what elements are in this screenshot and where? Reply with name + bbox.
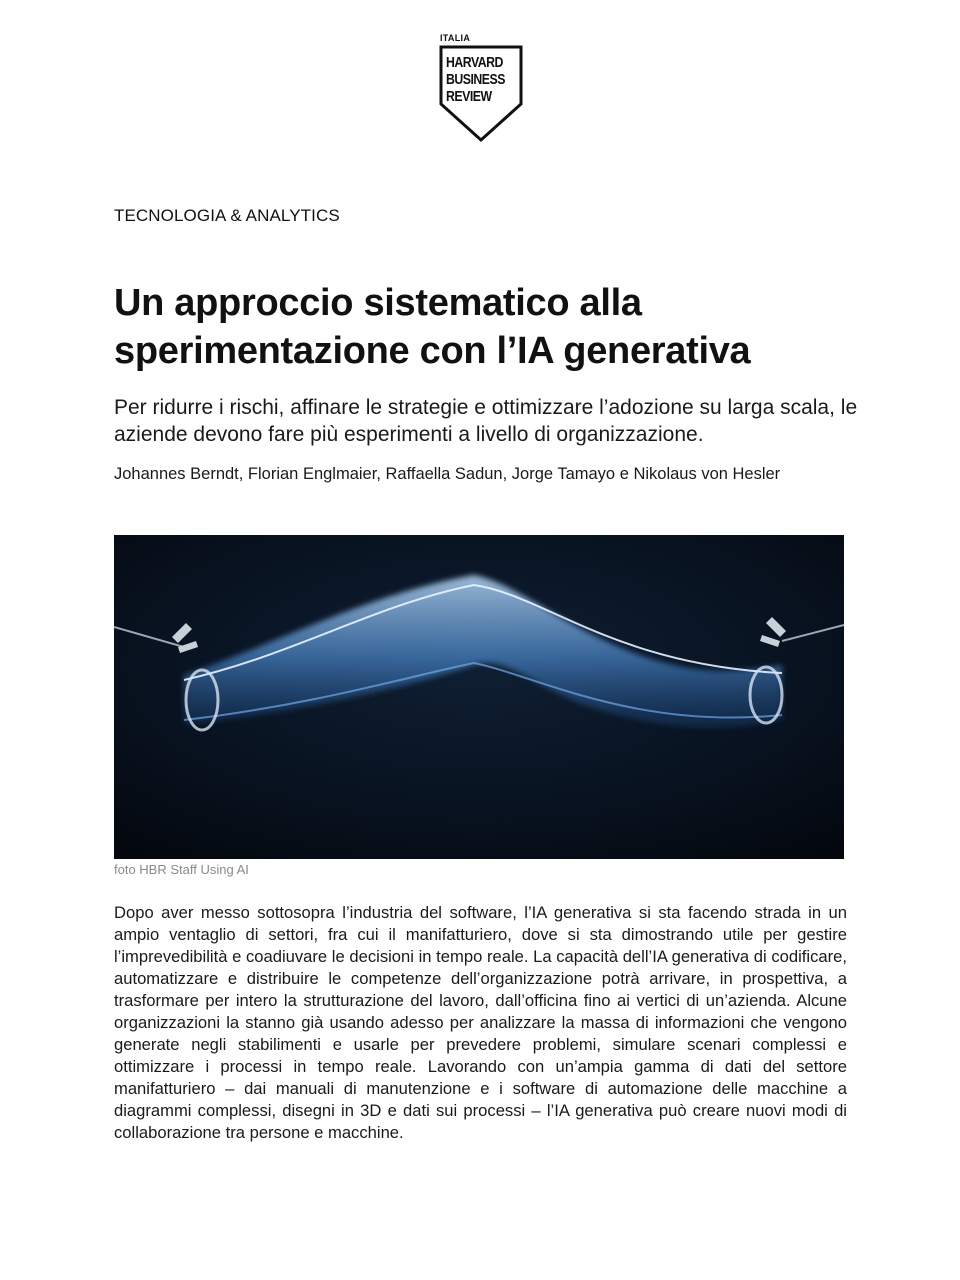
article-subtitle: Per ridurre i rischi, affinare le strategie e ottimizzare l’adozione su larga scala, le aziende devono fare più esperimenti a livello di organizzazione. — [114, 396, 858, 446]
image-caption: foto HBR Staff Using AI — [114, 862, 249, 877]
article-title: Un approccio sistematico alla sperimentazione con l’IA generativa — [114, 282, 751, 372]
logo-line: HARVARD — [446, 54, 503, 71]
logo-line: BUSINESS — [446, 71, 505, 88]
article-body: Dopo aver messo sottosopra l’industria del software, l’IA generativa si sta facendo strada in un ampio ventaglio di settori, fra cui il manifatturiero, dove si sta dimostrando utile per gestire l’imprevedibilità e coadiuvare le decisioni in tempo reale. La capacità dell’IA generativa di codificare, automatizzare e distribuire le competenze dell’organizzazione potrà arrivare, in prospettiva, a trasformare per intero la strutturazione del lavoro, dall’officina fino ai vertici di un’azienda. Alcune organizzazioni la stanno già usando adesso per analizzare la massa di informazioni che vengono generate negli stabilimenti e usarle per prevedere problemi, simulare scenari complessi e ottimizzare i processi in tempo reale. Lavorando con un’ampia gamma di dati del settore manifatturiero – dai manuali di manutenzione e i software di automazione delle macchine a diagrammi complessi, disegni in 3D e dati sui processi – l’IA generativa può creare nuovi modi di collaborazione tra persone e macchine. — [114, 903, 847, 1142]
logo-line: REVIEW — [446, 88, 492, 105]
hero-image — [114, 535, 844, 859]
article-authors: Johannes Berndt, Florian Englmaier, Raffaella Sadun, Jorge Tamayo e Nikolaus von Hesler — [114, 465, 781, 483]
logo-wordmark — [446, 54, 507, 105]
logo-country-label: ITALIA — [440, 33, 471, 43]
article-category: TECNOLOGIA & ANALYTICS — [114, 206, 340, 225]
hbr-italia-logo — [438, 32, 528, 144]
